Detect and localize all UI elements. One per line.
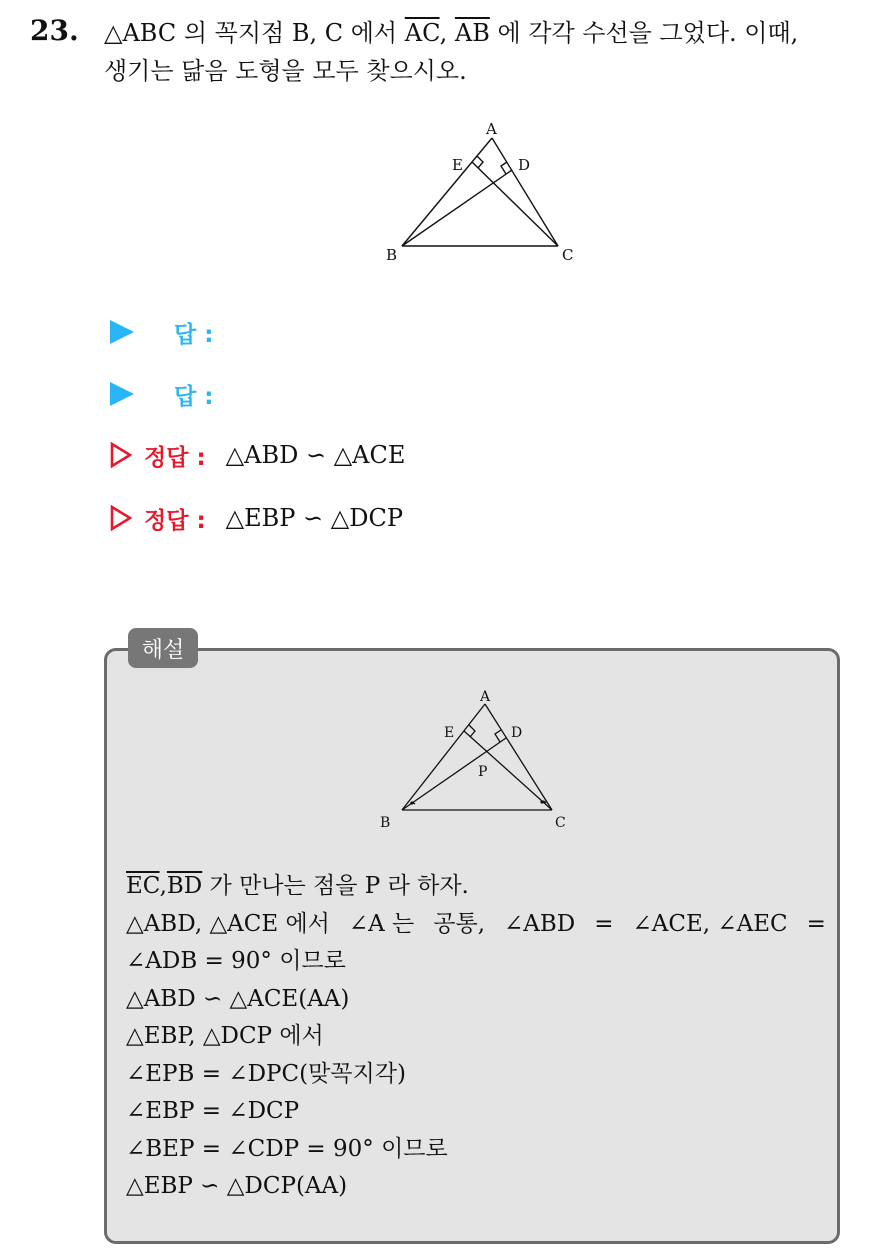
explanation-line-2: △ABD, △ACE 에서 ∠A 는 공통, ∠ABD = ∠ACE, ∠AEC =	[126, 910, 826, 937]
right-angle-d	[495, 730, 501, 742]
question-line-2: 생기는 닮음 도형을 모두 찾으시오.	[104, 57, 467, 85]
solution-value: △EBP ∽ △DCP	[225, 504, 403, 532]
solution-label: 정답 :	[144, 444, 206, 471]
label-b: B	[380, 815, 391, 831]
outline-arrow-icon	[110, 442, 132, 468]
explanation-line-3: ∠ADB = 90° 이므로	[126, 948, 346, 974]
question-number: 23.	[30, 14, 79, 47]
label-a: A	[480, 689, 491, 705]
perpendicular-bd	[402, 738, 506, 810]
answer-label: 답 :	[174, 321, 214, 348]
label-a: A	[486, 120, 497, 138]
label-d: D	[511, 725, 523, 741]
explanation-line-4: △ABD ∽ △ACE(AA)	[126, 985, 350, 1012]
side-ab	[402, 704, 488, 810]
explanation-line-8: ∠BEP = ∠CDP = 90° 이므로	[126, 1135, 448, 1162]
angle-dot-c	[540, 800, 543, 803]
label-d: D	[518, 156, 531, 174]
side-ab	[402, 138, 492, 246]
explanation-tab: 해설	[128, 628, 198, 668]
solution-row-2	[110, 498, 403, 538]
label-e: E	[444, 725, 455, 741]
right-angle-e	[469, 725, 475, 737]
segment-ec: $\overline{EC}$	[126, 873, 160, 899]
play-arrow-icon	[110, 382, 134, 406]
label-p: P	[478, 764, 488, 780]
right-angle-e	[477, 156, 483, 168]
explanation-line-6: ∠EPB = ∠DPC(맞꼭지각)	[126, 1060, 406, 1087]
segment-bd: $\overline{BD}$	[166, 873, 203, 899]
explanation-figure	[372, 686, 592, 836]
explanation-line-9: △EBP ∽ △DCP(AA)	[126, 1173, 348, 1199]
question-line-1: △ABC 의 꼭지점 B, C 에서 $\overline{AC}$, $\overline{AB}$ 에 각각 수선을 그었다. 이때,	[104, 19, 799, 47]
play-arrow-icon	[110, 320, 134, 344]
solution-value: △ABD ∽ △ACE	[225, 441, 406, 469]
solution-label: 정답 :	[144, 507, 206, 534]
perpendicular-bd	[402, 170, 512, 246]
outline-arrow-icon	[110, 505, 132, 531]
label-e: E	[452, 156, 463, 174]
label-b: B	[386, 246, 398, 264]
answer-row-2[interactable]	[110, 374, 213, 414]
angle-dot-b	[410, 801, 413, 804]
solution-row-1	[110, 435, 405, 475]
explanation-line-1: $\overline{EC},\overline{BD}$ 가 만나는 점을 P 라 하자.	[126, 873, 469, 899]
label-c: C	[555, 815, 566, 831]
explanation-line-7: ∠EBP = ∠DCP	[126, 1098, 300, 1124]
segment-ab: $\overline{AB}$	[454, 19, 490, 47]
label-c: C	[562, 246, 574, 264]
triangle-figure	[380, 118, 600, 268]
question-text	[104, 14, 874, 90]
side-ac	[485, 704, 552, 810]
right-angle-d	[501, 162, 507, 174]
segment-ac: $\overline{AC}$	[404, 19, 440, 47]
explanation-text	[126, 868, 826, 1206]
answer-label: 답 :	[174, 383, 214, 410]
explanation-line-5: △EBP, △DCP 에서	[126, 1023, 324, 1049]
answer-row-1[interactable]	[110, 312, 213, 352]
